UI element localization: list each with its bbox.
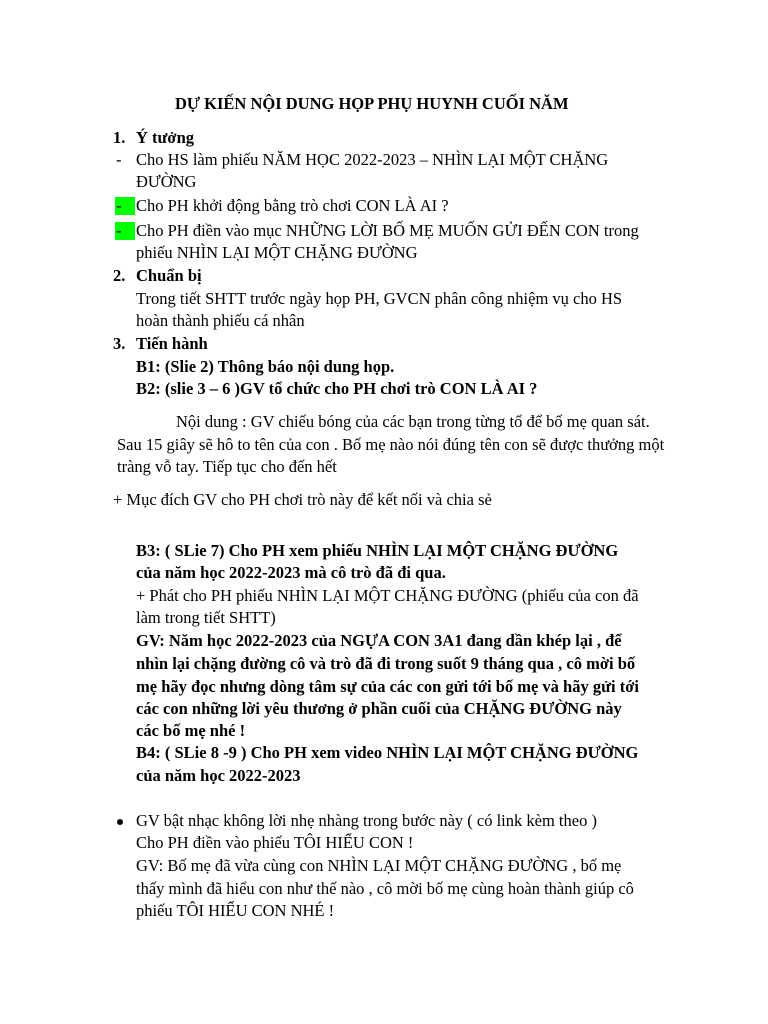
section-1-number: 1. (113, 128, 126, 147)
item-1-line-2: ĐƯỜNG (136, 172, 197, 191)
dash-bullet: - (116, 150, 122, 169)
page-title: DỰ KIẾN NỘI DUNG HỌP PHỤ HUYNH CUỐI NĂM (175, 94, 569, 113)
section-2-line-1: Trong tiết SHTT trước ngày họp PH, GVCN phân công nhiệm vụ cho HS (136, 289, 623, 308)
bullet-dot-icon (117, 819, 123, 825)
step-b4-line-1: B4: ( SLie 8 -9 ) Cho PH xem video NHÌN LẠI MỘT CHẶNG ĐƯỜNG (136, 743, 639, 762)
gv-b3-line-3: mẹ hãy đọc nhưng dòng tâm sự của các con gửi tới bố mẹ và hãy gửi tới (136, 677, 639, 696)
step-b4-line-2: của năm học 2022-2023 (136, 766, 301, 785)
item-2: Cho PH khởi động bằng trò chơi CON LÀ AI ? (136, 196, 449, 215)
final-line-4: thấy mình đã hiểu con như thế nào , cô mời bố mẹ cùng hoàn thành giúp cô (136, 879, 634, 898)
gv-b3-line-2: nhìn lại chặng đường cô và trò đã đi trong suốt 9 tháng qua , cô mời bố (136, 654, 636, 673)
item-3-line-1: Cho PH điền vào mục NHỮNG LỜI BỐ MẸ MUỐN GỬI ĐẾN CON trong (136, 221, 639, 240)
gv-b3-line-1: GV: Năm học 2022-2023 của NGỰA CON 3A1 đang dần khép lại , để (136, 631, 622, 650)
step-b2: B2: (slie 3 – 6 )GV tổ chức cho PH chơi trò CON LÀ AI ? (136, 379, 538, 398)
noidung-line-1: Nội dung : GV chiếu bóng của các bạn trong từng tổ để bố mẹ quan sát. (176, 412, 650, 431)
final-line-3: GV: Bố mẹ đã vừa cùng con NHÌN LẠI MỘT CHẶNG ĐƯỜNG , bố mẹ (136, 856, 622, 875)
section-3-heading: Tiến hành (136, 334, 208, 353)
final-line-1: GV bật nhạc không lời nhẹ nhàng trong bước này ( có link kèm theo ) (136, 811, 597, 830)
gv-b3-line-5: các bố mẹ nhé ! (136, 721, 246, 740)
muc-dich: + Mục đích GV cho PH chơi trò này để kết nối và chia sẻ (113, 490, 492, 509)
section-2-line-2: hoàn thành phiếu cá nhân (136, 311, 305, 330)
phat-line-1: + Phát cho PH phiếu NHÌN LẠI MỘT CHẶNG ĐƯỜNG (phiếu của con đã (136, 586, 639, 605)
section-2-heading: Chuẩn bị (136, 266, 202, 285)
section-2-number: 2. (113, 266, 126, 285)
final-line-5: phiếu TÔI HIỂU CON NHÉ ! (136, 901, 335, 920)
item-3-line-2: phiếu NHÌN LẠI MỘT CHẶNG ĐƯỜNG (136, 243, 418, 262)
gv-b3-line-4: các con những lời yêu thương ở phần cuối của CHẶNG ĐƯỜNG này (136, 699, 622, 718)
noidung-line-3: tràng vỗ tay. Tiếp tục cho đến hết (117, 457, 337, 476)
step-b3-line-2: của năm học 2022-2023 mà cô trò đã đi qua. (136, 563, 446, 582)
dash-bullet: - (116, 196, 122, 215)
item-1-line-1: Cho HS làm phiếu NĂM HỌC 2022-2023 – NHÌN LẠI MỘT CHẶNG (136, 150, 609, 169)
section-3-number: 3. (113, 334, 126, 353)
phat-line-2: làm trong tiết SHTT) (136, 608, 276, 627)
step-b1: B1: (Slie 2) Thông báo nội dung họp. (136, 357, 395, 376)
step-b3-line-1: B3: ( SLie 7) Cho PH xem phiếu NHÌN LẠI MỘT CHẶNG ĐƯỜNG (136, 541, 619, 560)
final-line-2: Cho PH điền vào phiếu TÔI HIỂU CON ! (136, 833, 414, 852)
dash-bullet: - (116, 221, 122, 240)
section-1-heading: Ý tưởng (136, 128, 194, 147)
noidung-line-2: Sau 15 giây sẽ hô to tên của con . Bố mẹ nào nói đúng tên con sẽ được thưởng một (117, 435, 665, 454)
